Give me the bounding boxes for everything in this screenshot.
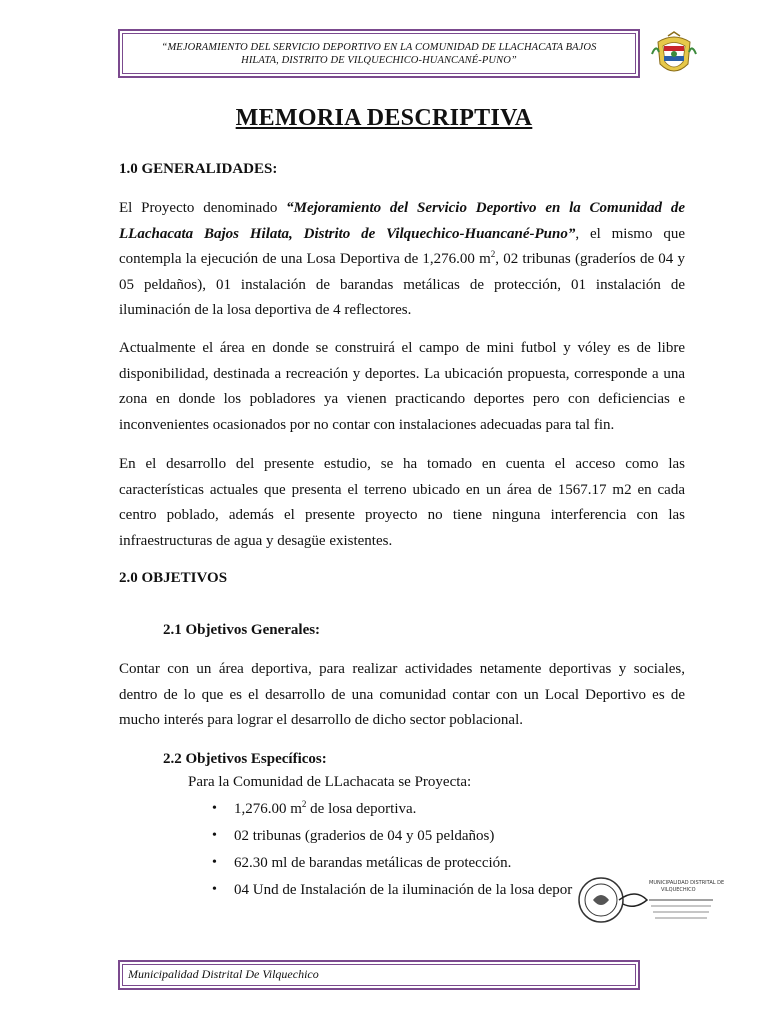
page-title: MEMORIA DESCRIPTIVA xyxy=(235,105,533,131)
stamp-line-2: VILQUECHICO xyxy=(661,887,696,893)
list-item-text: 1,276.00 m xyxy=(234,801,302,817)
footer-text: Municipalidad Distrital De Vilquechico xyxy=(128,967,319,981)
header-banner xyxy=(118,29,640,78)
list-item-text: 04 Und de Instalación de la iluminación de la losa depor xyxy=(234,882,573,898)
subsection-2-2-heading: 2.2 Objetivos Específicos: xyxy=(163,751,327,767)
list-item-tail: de losa deportiva. xyxy=(306,801,417,817)
header-line-1: “MEJORAMIENTO DEL SERVICIO DEPORTIVO EN LA COMUNIDAD DE LLACHACATA BAJOS xyxy=(161,42,597,53)
list-item xyxy=(210,852,572,879)
footer-banner xyxy=(118,960,640,990)
header-text xyxy=(120,41,638,67)
paragraph-generalidades-2: Actualmente el área en donde se construirá el campo de mini futbol y vóley es de libre disponibilidad, destinada a recreación y deportes. La ubicación propuesta, corresponde a una zona en donde los pobladores ya vienen practicando deportes pero con deficiencias e inconvenientes ocasionados por no contar con instalaciones adecuadas para tal fin. xyxy=(119,340,685,433)
section-2-heading: 2.0 OBJETIVOS xyxy=(119,570,228,586)
list-item xyxy=(210,879,572,906)
list-item xyxy=(210,825,572,852)
list-item-text: 02 tribunas (graderios de 04 y 05 peldaños) xyxy=(234,828,495,844)
p1-end: , 02 tribunas (graderíos de 04 y 05 peldaños), 01 instalación de barandas metálicas de protección, 01 instalación de iluminación de la losa deportiva de 4 reflectores. xyxy=(119,251,685,318)
official-stamp-icon xyxy=(575,870,725,926)
paragraph-generalidades-1 xyxy=(119,196,685,324)
p1-intro: El Proyecto denominado xyxy=(119,200,287,216)
municipal-crest-icon xyxy=(650,32,698,78)
header-line-2: HILATA, DISTRITO DE VILQUECHICO-HUANCANÉ-PUNO” xyxy=(241,55,517,66)
paragraph-generalidades-3: En el desarrollo del presente estudio, se ha tomado en cuenta el acceso como las características actuales que presenta el terreno ubicado en un área de 1567.17 m2 en cada centro poblado, además el presente proyecto no tiene ninguna interferencia con las infraestructuras de agua y desagüe existentes. xyxy=(119,456,685,549)
stamp-line-1: MUNICIPALIDAD DISTRITAL DE xyxy=(649,880,725,886)
p1-project-name: “Mejoramiento del Servicio Deportivo en la Comunidad de LLachacata Bajos Hilata, Distrito de Vilquechico-Huancané-Puno” xyxy=(119,200,685,242)
objectives-intro: Para la Comunidad de LLachacata se Proyecta: xyxy=(188,774,472,790)
paragraph-objetivos-generales: Contar con un área deportiva, para realizar actividades netamente deportivas y sociales, dentro de lo que es el desarrollo de una comunidad contar con un Local Deportivo es de mucho interés para lograr el desarrollo de dicho sector poblacional. xyxy=(119,661,685,728)
p1-mid: , el mismo que contempla la ejecución de una Losa Deportiva de 1,276.00 m xyxy=(119,225,685,267)
specific-objectives-list xyxy=(210,798,572,906)
list-item-sup: 2 xyxy=(301,799,307,809)
section-1-heading: 1.0 GENERALIDADES: xyxy=(119,161,278,177)
subsection-2-1-heading: 2.1 Objetivos Generales: xyxy=(163,622,321,638)
p1-sup: 2 xyxy=(490,249,496,259)
list-item xyxy=(210,798,572,825)
list-item-text: 62.30 ml de barandas metálicas de protección. xyxy=(234,855,512,871)
